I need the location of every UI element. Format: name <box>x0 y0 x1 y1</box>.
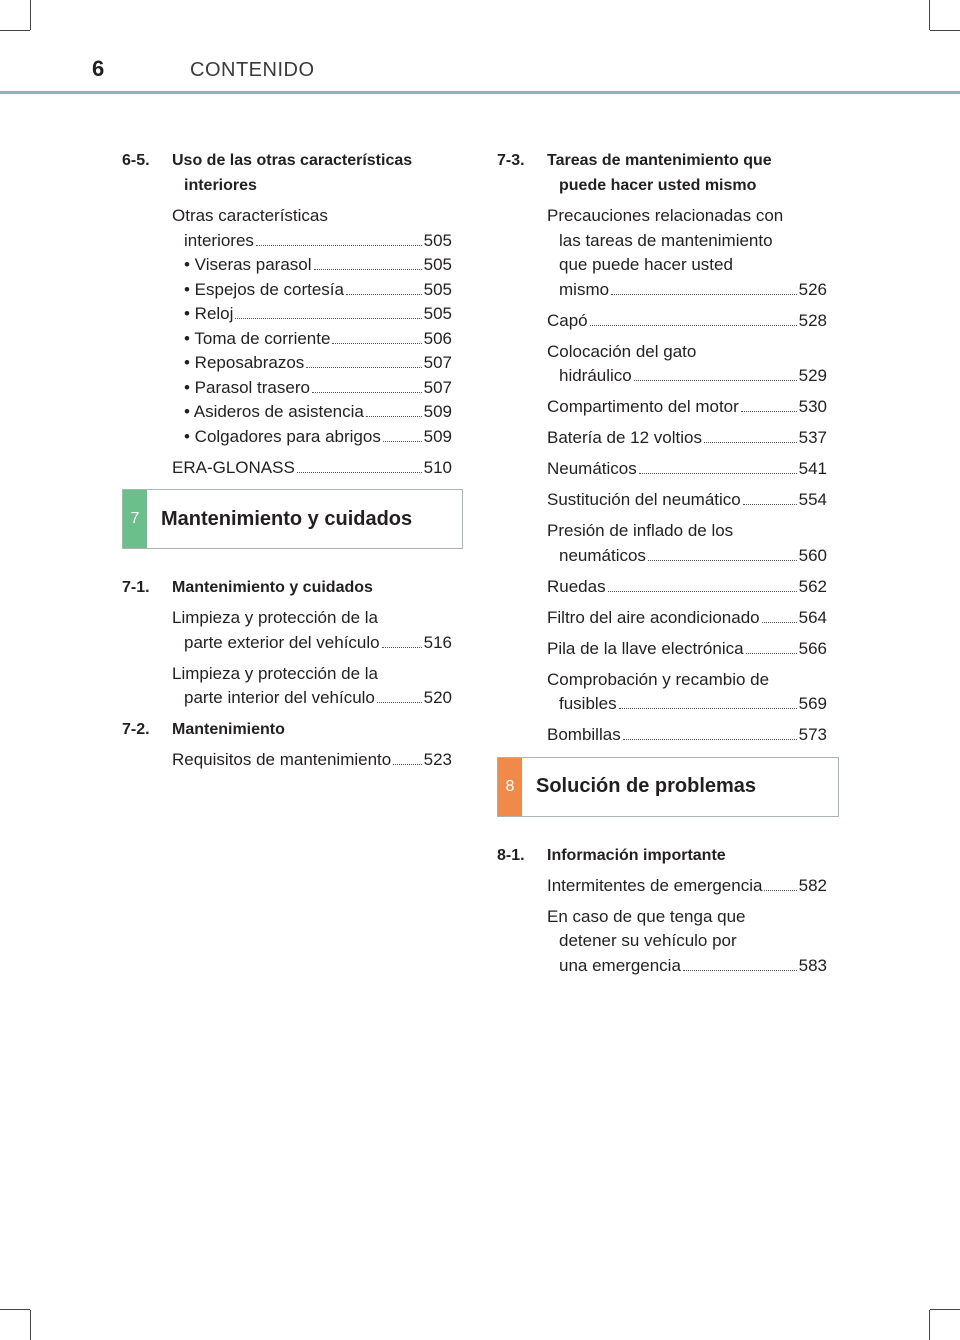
crop-mark <box>0 1309 30 1310</box>
toc-entry[interactable] <box>172 606 452 655</box>
leader-dots <box>639 473 797 474</box>
page-ref: 505 <box>423 230 452 250</box>
toc-entry[interactable] <box>547 668 827 717</box>
sub-entry[interactable] <box>184 400 452 425</box>
leader-dots <box>346 294 422 295</box>
entry-label-cont: una emergencia <box>559 955 681 975</box>
toc-entry[interactable] <box>547 723 827 748</box>
entry-label: Comprobación y recambio de <box>547 669 770 689</box>
entry-label-cont: las tareas de mantenimiento <box>559 230 773 250</box>
entry-label: Otras características <box>172 206 328 225</box>
toc-entry[interactable] <box>547 488 827 513</box>
chapter-box[interactable] <box>497 757 839 817</box>
entry-label: Batería de 12 voltios <box>547 428 702 447</box>
page-ref: 529 <box>798 366 827 385</box>
leader-dots <box>256 245 422 246</box>
leader-dots <box>704 442 797 443</box>
page-ref: 569 <box>798 694 827 713</box>
leader-dots <box>314 269 422 270</box>
chapter-tab: 7 <box>123 490 147 548</box>
page-ref: 523 <box>423 750 452 769</box>
page-ref: 526 <box>798 279 827 299</box>
toc-entry[interactable] <box>547 457 827 482</box>
sub-entry[interactable] <box>184 278 452 303</box>
leader-dots <box>383 441 422 442</box>
entry-label-cont: parte exterior del vehículo <box>184 632 380 652</box>
section-heading[interactable] <box>497 148 827 198</box>
section-heading[interactable] <box>122 148 452 198</box>
section-title: Tareas de mantenimiento que <box>547 152 772 169</box>
toc-right-column <box>497 148 827 985</box>
toc-entry[interactable] <box>547 426 827 451</box>
sub-entry-label: • Espejos de cortesía <box>184 279 344 299</box>
section-title: Uso de las otras características <box>172 152 413 169</box>
entry-label: Colocación del gato <box>547 341 697 361</box>
entry-label: Pila de la llave electrónica <box>547 638 744 658</box>
toc-entry[interactable] <box>547 519 827 568</box>
page-ref: 509 <box>423 426 452 446</box>
entry-label-cont: que puede hacer usted <box>559 255 733 274</box>
page-ref: 583 <box>798 955 827 975</box>
leader-dots <box>393 764 421 765</box>
section-number: 7-1. <box>122 579 150 596</box>
sub-entry[interactable] <box>184 253 452 278</box>
leader-dots <box>741 411 797 412</box>
leader-dots <box>762 622 797 623</box>
entry-label-cont: detener su vehículo por <box>559 931 737 950</box>
section-number: 7-3. <box>497 152 525 169</box>
page-ref: 520 <box>423 688 452 707</box>
sub-entry-list <box>122 253 452 449</box>
toc-entry[interactable] <box>172 748 452 773</box>
page-ref: 541 <box>798 459 827 478</box>
sub-entry-label: • Asideros de asistencia <box>184 402 364 421</box>
entry-label-cont: parte interior del vehículo <box>184 688 375 707</box>
page-ref: 528 <box>798 310 827 330</box>
sub-entry-label: • Colgadores para abrigos <box>184 426 381 446</box>
page-ref: 505 <box>423 279 452 299</box>
section-heading[interactable] <box>122 717 452 742</box>
toc-left-column <box>122 148 452 779</box>
entry-label: Intermitentes de emergencia <box>547 875 763 895</box>
leader-dots <box>306 367 421 368</box>
page-ref: 554 <box>798 490 827 509</box>
chapter-box[interactable] <box>122 489 463 549</box>
section-title: Mantenimiento y cuidados <box>172 579 373 596</box>
leader-dots <box>683 970 797 971</box>
leader-dots <box>611 294 797 295</box>
page-ref: 582 <box>798 875 827 895</box>
entry-label: Bombillas <box>547 725 621 744</box>
page-ref: 507 <box>423 353 452 372</box>
toc-entry[interactable] <box>547 874 827 899</box>
entry-label: Ruedas <box>547 576 606 596</box>
entry-label: Requisitos de mantenimiento <box>172 750 392 769</box>
entry-label-cont: fusibles <box>559 694 617 713</box>
page-title: CONTENIDO <box>190 59 315 81</box>
entry-label-cont: interiores <box>184 230 254 250</box>
entry-label: Neumáticos <box>547 459 637 478</box>
toc-entry[interactable] <box>547 575 827 600</box>
leader-dots <box>332 343 421 344</box>
page-ref: 505 <box>423 304 452 323</box>
sub-entry[interactable] <box>184 351 452 376</box>
page-ref: 537 <box>798 428 827 447</box>
entry-label-cont: neumáticos <box>559 545 646 565</box>
page-ref: 566 <box>798 638 827 658</box>
toc-entry[interactable] <box>172 662 452 711</box>
entry-label: Presión de inflado de los <box>547 521 734 540</box>
page-ref: 510 <box>423 457 452 477</box>
page-ref: 560 <box>798 545 827 565</box>
sub-entry-label: • Reposabrazos <box>184 353 305 372</box>
sub-entry-label: • Toma de corriente <box>184 328 331 348</box>
entry-label: Sustitución del neumático <box>547 490 741 509</box>
page-ref: 509 <box>423 402 452 421</box>
leader-dots <box>366 416 422 417</box>
toc-entry[interactable] <box>547 340 827 389</box>
leader-dots <box>377 702 422 703</box>
crop-mark <box>930 1309 960 1310</box>
leader-dots <box>312 392 422 393</box>
section-title: Información importante <box>547 846 726 864</box>
crop-mark <box>30 1310 31 1340</box>
leader-dots <box>235 318 421 319</box>
page-ref: 530 <box>798 397 827 416</box>
toc-entry[interactable] <box>547 395 827 420</box>
entry-label-cont: hidráulico <box>559 366 632 385</box>
crop-mark <box>30 0 31 30</box>
chapter-title: Solución de problemas <box>536 775 757 797</box>
page-ref: 507 <box>423 377 452 397</box>
leader-dots <box>382 647 422 648</box>
toc-entry[interactable] <box>172 456 452 481</box>
toc-entry[interactable] <box>547 905 827 979</box>
leader-dots <box>297 472 422 473</box>
section-heading[interactable] <box>122 575 452 600</box>
entry-label: Compartimento del motor <box>547 397 739 416</box>
toc-entry[interactable] <box>547 204 827 302</box>
section-title-cont: interiores <box>184 177 257 194</box>
entry-label: Limpieza y protección de la <box>172 608 379 627</box>
leader-dots <box>764 890 796 891</box>
sub-entry[interactable] <box>184 425 452 450</box>
page-ref: 506 <box>423 328 452 348</box>
toc-entry[interactable] <box>172 204 452 253</box>
crop-mark <box>930 30 960 31</box>
leader-dots <box>590 325 797 326</box>
leader-dots <box>608 591 797 592</box>
section-number: 8-1. <box>497 846 525 864</box>
crop-mark <box>929 0 930 30</box>
leader-dots <box>743 504 797 505</box>
page-ref: 564 <box>798 607 827 627</box>
header-rule <box>0 91 960 94</box>
page-ref: 562 <box>798 576 827 596</box>
sub-entry-label: • Parasol trasero <box>184 377 310 397</box>
leader-dots <box>634 380 797 381</box>
entry-label: Filtro del aire acondicionado <box>547 607 760 627</box>
section-number: 6-5. <box>122 152 150 169</box>
leader-dots <box>746 653 797 654</box>
entry-label: Capó <box>547 310 588 330</box>
entry-label: ERA-GLONASS <box>172 457 295 477</box>
entry-label: Limpieza y protección de la <box>172 663 379 683</box>
entry-label: Precauciones relacionadas con <box>547 206 784 225</box>
section-title-cont: puede hacer usted mismo <box>559 177 757 194</box>
page-ref: 516 <box>423 632 452 652</box>
crop-mark <box>0 30 30 31</box>
section-heading[interactable] <box>497 843 827 868</box>
page-ref: 505 <box>423 255 452 274</box>
leader-dots <box>623 739 797 740</box>
section-title: Mantenimiento <box>172 721 285 738</box>
entry-label: En caso de que tenga que <box>547 906 746 926</box>
toc-entry[interactable] <box>547 606 827 631</box>
section-number: 7-2. <box>122 721 150 738</box>
sub-entry[interactable] <box>184 376 452 401</box>
chapter-tab: 8 <box>498 758 522 816</box>
chapter-title: Mantenimiento y cuidados <box>161 507 413 530</box>
page-number: 6 <box>92 56 105 81</box>
leader-dots <box>648 560 797 561</box>
leader-dots <box>619 708 797 709</box>
sub-entry-label: • Reloj <box>184 304 234 323</box>
toc-entry[interactable] <box>547 637 827 662</box>
crop-mark <box>929 1310 930 1340</box>
page-ref: 573 <box>798 725 827 744</box>
sub-entry[interactable] <box>184 302 452 327</box>
sub-entry[interactable] <box>184 327 452 352</box>
sub-entry-label: • Viseras parasol <box>184 255 312 274</box>
entry-label-cont: mismo <box>559 279 610 299</box>
toc-entry[interactable] <box>547 309 827 334</box>
